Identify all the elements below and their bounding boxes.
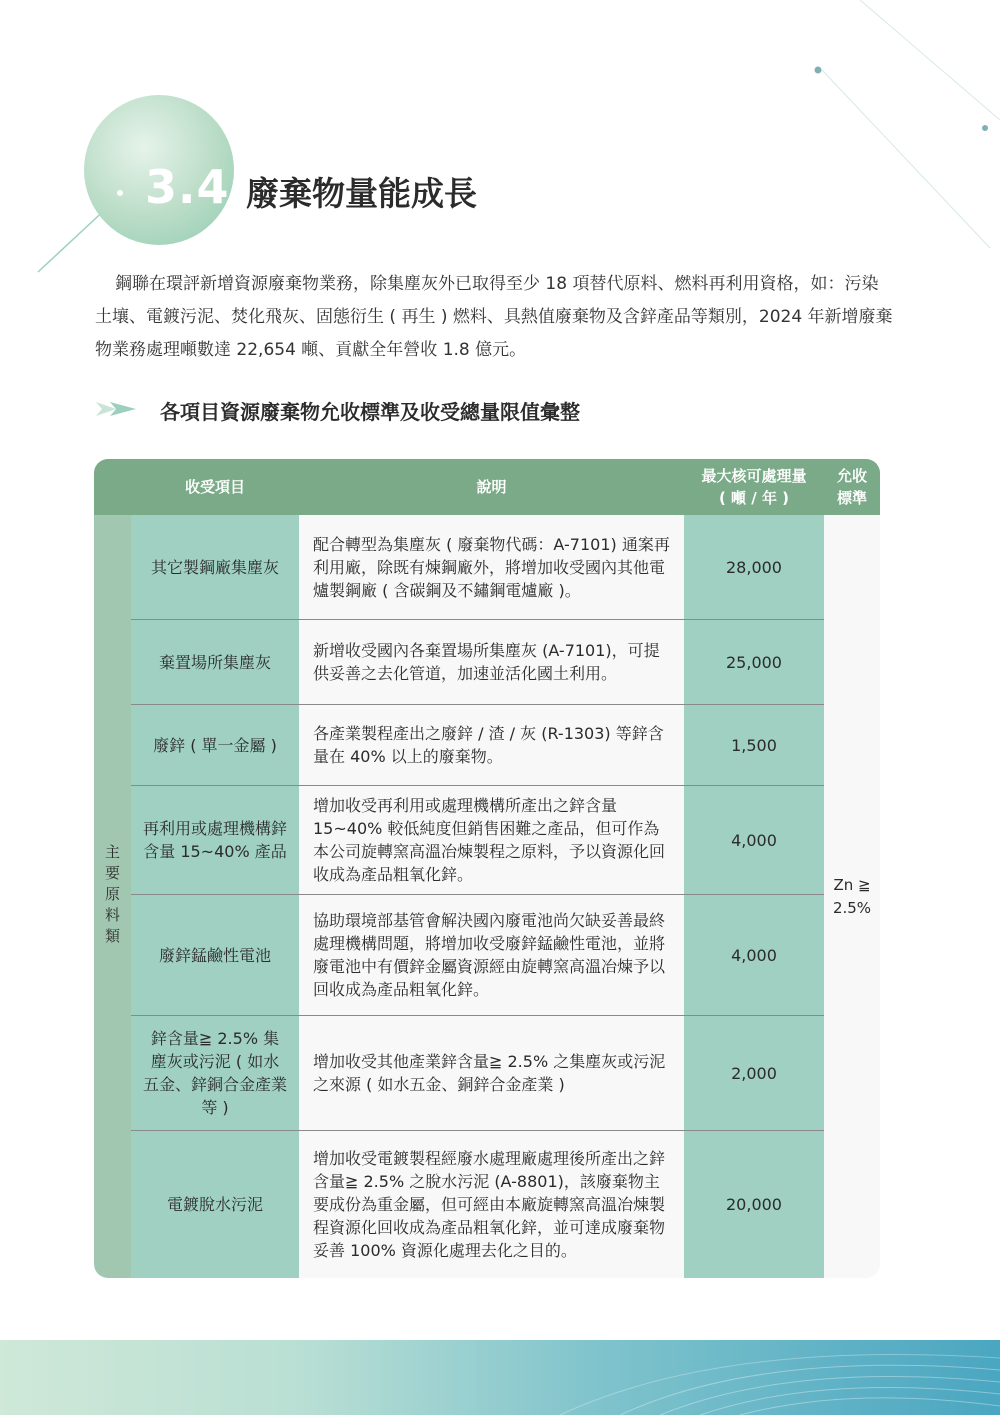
header-desc: 說明 — [476, 478, 507, 496]
row-max: 25,000 — [684, 620, 824, 704]
intro-paragraph: 鋼聯在環評新增資源廢棄物業務，除集塵灰外已取得至少 18 項替代原料、燃料再利用資格，如：污染土壤、電鍍污泥、焚化飛灰、固態衍生 ( 再生 ) 燃料、具熱值廢棄物及含鋅產品等類別，2024 年新增廢棄物業務處理噸數達 22,654 噸、貢獻全年營收 1.8 億元。 — [95, 274, 893, 360]
double-arrow-icon — [96, 398, 138, 420]
row-max: 4,000 — [684, 786, 824, 894]
row-item: 電鍍脫水污泥 — [131, 1131, 299, 1278]
table-header-row — [94, 459, 880, 515]
row-desc: 增加收受其他產業鋅含量≧ 2.5% 之集塵灰或污泥之來源 ( 如水五金、銅鋅合金產業 ) — [299, 1016, 684, 1130]
footer-wave-lines — [0, 1340, 1000, 1415]
table-row — [131, 515, 824, 619]
table-row — [131, 895, 824, 1015]
row-max: 4,000 — [684, 895, 824, 1015]
table-row — [131, 705, 824, 785]
header-max-line1: 最大核可處理量 — [701, 467, 807, 485]
header-max-line2: ( 噸 / 年 ) — [718, 489, 790, 507]
row-desc: 增加收受再利用或處理機構所產出之鋅含量 15~40% 較低純度但銷售困難之產品，但可作為本公司旋轉窯高溫冶煉製程之原料，予以資源化回收成為產品粗氧化鋅。 — [299, 786, 684, 894]
table-row — [131, 620, 824, 704]
section-number: 3.4 — [145, 160, 230, 214]
row-max: 20,000 — [684, 1131, 824, 1278]
row-item: 其它製鋼廠集塵灰 — [131, 515, 299, 619]
row-item: 再利用或處理機構鋅含量 15~40% 產品 — [131, 786, 299, 894]
header-standard — [824, 459, 880, 515]
row-max: 1,500 — [684, 705, 824, 785]
category-label: 主要原料類 — [103, 844, 121, 949]
standard-cell: Zn ≧ 2.5% — [824, 515, 880, 1278]
row-max: 2,000 — [684, 1016, 824, 1130]
row-desc: 協助環境部基管會解決國內廢電池尚欠缺妥善最終處理機構問題，將增加收受廢鋅錳鹼性電池，並將廢電池中有價鋅金屬資源經由旋轉窯高溫冶煉予以回收成為產品粗氧化鋅。 — [299, 895, 684, 1015]
table-row — [131, 786, 824, 894]
header-standard-line1: 允收 — [836, 467, 867, 485]
table-heading: 各項目資源廢棄物允收標準及收受總量限值彙整 — [160, 400, 580, 424]
category-cell — [94, 515, 131, 1278]
row-max: 28,000 — [684, 515, 824, 619]
row-item: 棄置場所集塵灰 — [131, 620, 299, 704]
row-desc: 配合轉型為集塵灰 ( 廢棄物代碼：A-7101) 通案再利用廠，除既有煉鋼廠外，將增加收受國內其他電爐製鋼廠 ( 含碳鋼及不鏽鋼電爐廠 )。 — [299, 515, 684, 619]
row-item: 廢鋅錳鹼性電池 — [131, 895, 299, 1015]
table-row — [131, 1131, 824, 1278]
header-standard-line2: 標準 — [836, 489, 867, 507]
table-row — [131, 1016, 824, 1130]
row-item: 廢鋅 ( 單一金屬 ) — [131, 705, 299, 785]
row-desc: 各產業製程產出之廢鋅 / 渣 / 灰 (R-1303) 等鋅含量在 40% 以上的廢棄物。 — [299, 705, 684, 785]
section-badge-dot — [117, 190, 123, 196]
header-item: 收受項目 — [184, 478, 245, 496]
waste-acceptance-table — [94, 459, 880, 1278]
row-desc: 增加收受電鍍製程經廢水處理廠處理後所產出之鋅含量≧ 2.5% 之脫水污泥 (A-8801)，該廢棄物主要成份為重金屬，但可經由本廠旋轉窯高溫冶煉製程資源化回收成為產品粗氧化鋅，並可達成廢棄物妥善 100% 資源化處理去化之目的。 — [299, 1131, 684, 1278]
section-title: 廢棄物量能成長 — [246, 174, 477, 213]
row-item: 鋅含量≧ 2.5% 集塵灰或污泥 ( 如水五金、鋅銅合金產業等 ) — [131, 1016, 299, 1130]
row-desc: 新增收受國內各棄置場所集塵灰 (A-7101)，可提供妥善之去化管道，加速並活化國土利用。 — [299, 620, 684, 704]
header-max — [684, 459, 824, 515]
